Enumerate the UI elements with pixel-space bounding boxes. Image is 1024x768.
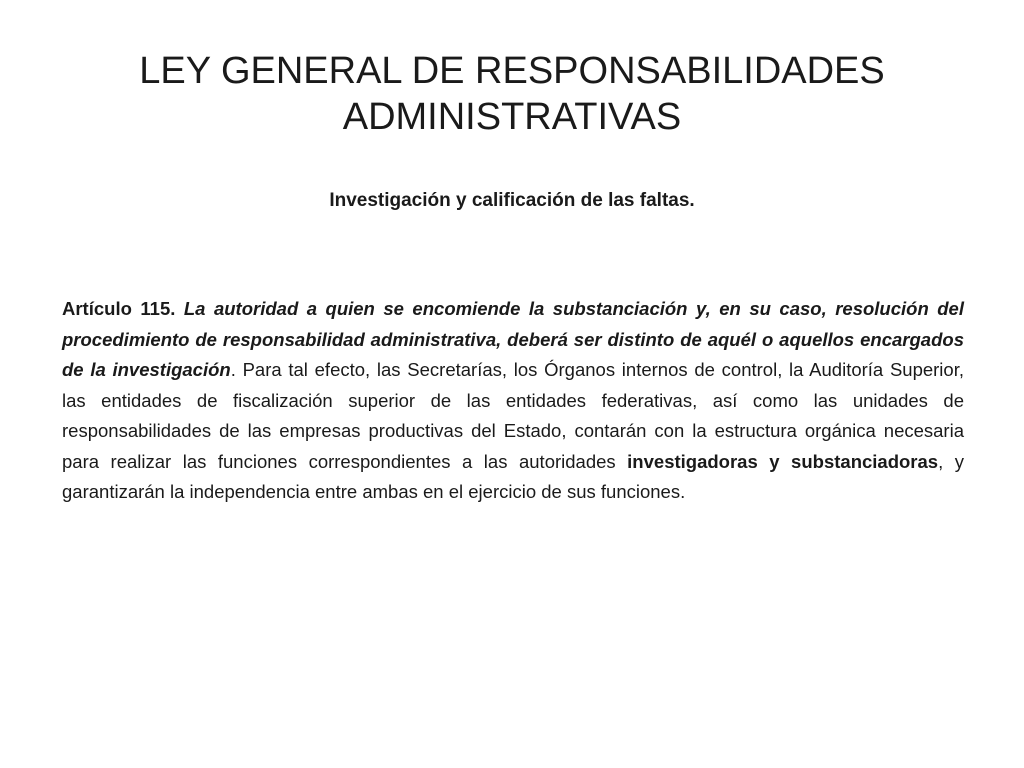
- article-text-part-1: . Para tal efecto, las Secretarías, los Órganos internos de control, la Auditoría Superior, las entidades de fiscalización superior de las entidades federativas, así como las unidades de responsabilidades de las empresas productivas del Estado, contarán con la estructura orgánica necesaria para realizar las funciones correspondientes a las autoridades: [62, 359, 964, 472]
- slide-title-line-2: ADMINISTRATIVAS: [342, 96, 682, 138]
- slide-title-line-1: LEY GENERAL DE RESPONSABILIDADES: [139, 50, 885, 92]
- article-bold-terms: investigadoras y substanciadoras: [627, 450, 939, 472]
- article-paragraph: [62, 294, 964, 508]
- slide-title: [60, 48, 964, 140]
- article-emphasis: La autoridad a quien se encomiende la substanciación y, en su caso, resolución del procedimiento de responsabilidad administrativa, deberá ser distinto de aquél o aquellos encargados de la investigación: [62, 298, 964, 380]
- article-label: Artículo 115.: [62, 298, 176, 319]
- slide-subtitle: Investigación y calificación de las faltas.: [329, 190, 695, 211]
- article-text-part-2: , y garantizarán la independencia entre ambas en el ejercicio de sus funciones.: [62, 450, 964, 502]
